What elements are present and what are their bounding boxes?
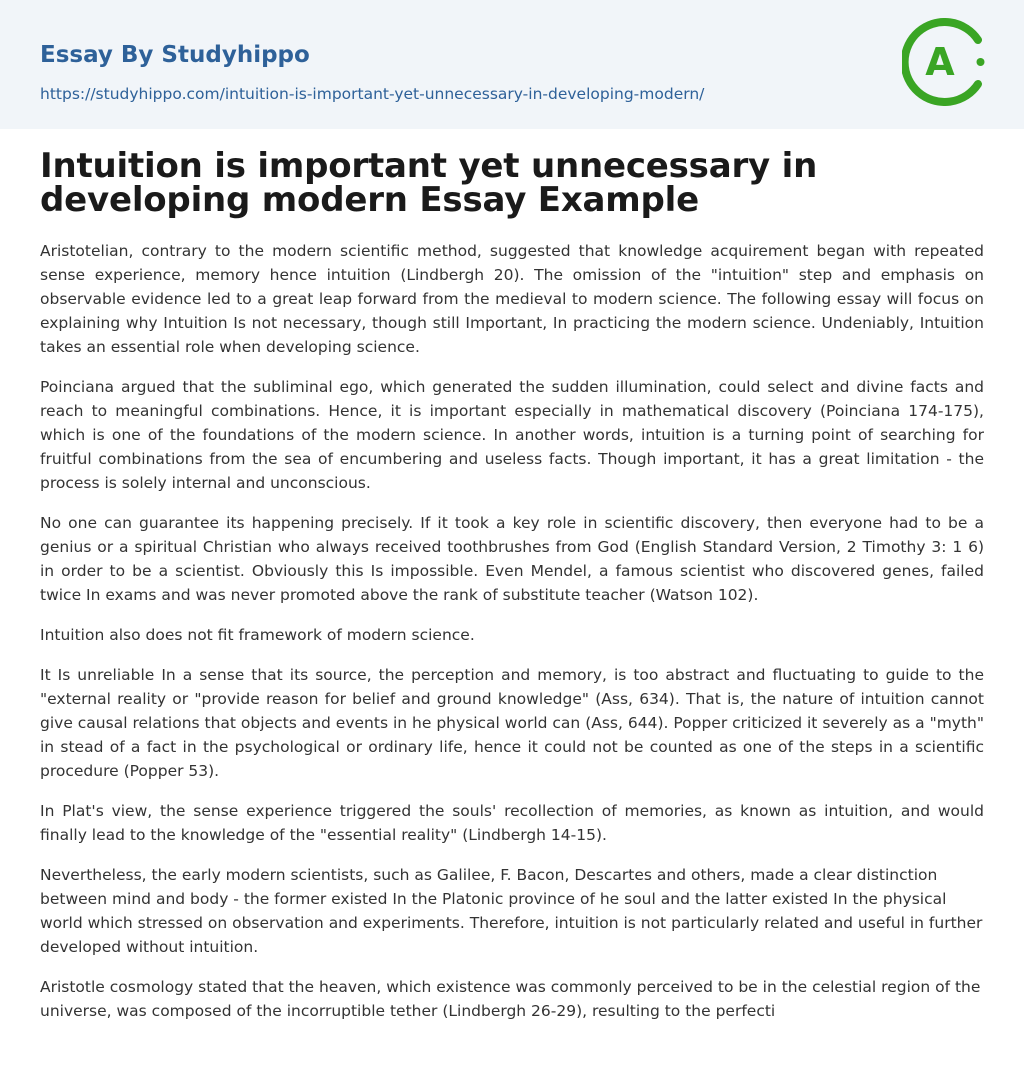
article-paragraph: It Is unreliable In a sense that its source, the perception and memory, is too abstract and fluctuating to guide to the "external reality or "provide reason for belief and ground knowledge" (Ass, 634). That is, the nature of intuition cannot give causal relations that objects and events in he physical world can (Ass, 644). Popper criticized it severely as a "myth" in stead of a fact in the psychological or ordinary life, hence it could not be counted as one of the steps in a scientific procedure (Popper 53). xyxy=(40,666,984,780)
svg-text:A: A xyxy=(925,40,955,84)
article-paragraph: In Plat's view, the sense experience triggered the souls' recollection of memories, as known as intuition, and would finally lead to the knowledge of the "essential reality" (Lindbergh 14-15). xyxy=(40,802,984,844)
article-body xyxy=(0,146,1024,1023)
site-header xyxy=(0,0,1024,129)
article-paragraph: Aristotelian, contrary to the modern scientific method, suggested that knowledge acquirement began with repeated sense experience, memory hence intuition (Lindbergh 20). The omission of the "intuition" step and emphasis on observable evidence led to a great leap forward from the medieval to modern science. The following essay will focus on explaining why Intuition Is not necessary, though still Important, In practicing the modern science. Undeniably, Intuition takes an essential role when developing science. xyxy=(40,242,984,356)
page-url-link[interactable]: https://studyhippo.com/intuition-is-important-yet-unnecessary-in-developing-modern/ xyxy=(40,85,705,103)
article-paragraph: Poinciana argued that the subliminal ego, which generated the sudden illumination, could select and divine facts and reach to meaningful combinations. Hence, it is important especially in mathematical discovery (Poinciana 174-175), which is one of the foundations of the modern science. In another words, intuition is a turning point of searching for fruitful combinations from the sea of encumbering and useless facts. Though important, it has a great limitation - the process is solely internal and unconscious. xyxy=(40,378,984,492)
article-paragraph: No one can guarantee its happening precisely. If it took a key role in scientific discovery, then everyone had to be a genius or a spiritual Christian who always received toothbrushes from God (English Standard Version, 2 Timothy 3: 1 6) in order to be a scientist. Obviously this Is impossible. Even Mendel, a famous scientist who discovered genes, failed twice In exams and was never promoted above the rank of substitute teacher (Watson 102). xyxy=(40,514,984,604)
article-title: Intuition is important yet unnecessary in developing modern Essay Example xyxy=(40,146,818,220)
site-title[interactable]: Essay By Studyhippo xyxy=(40,42,310,68)
article-paragraph: Nevertheless, the early modern scientists, such as Galilee, F. Bacon, Descartes and others, made a clear distinction between mind and body - the former existed In the Platonic province of he soul and the latter existed In the physical world which stressed on observation and experiments. Therefore, intuition is not particularly related and useful in further developed without intuition. xyxy=(40,866,983,956)
studyhippo-logo-icon[interactable] xyxy=(902,18,990,106)
article-paragraph: Intuition also does not fit framework of modern science. xyxy=(40,626,475,644)
article-paragraph: Aristotle cosmology stated that the heaven, which existence was commonly perceived to be in the celestial region of the universe, was composed of the incorruptible tether (Lindbergh 26-29), resulting to the perfecti xyxy=(40,978,981,1020)
